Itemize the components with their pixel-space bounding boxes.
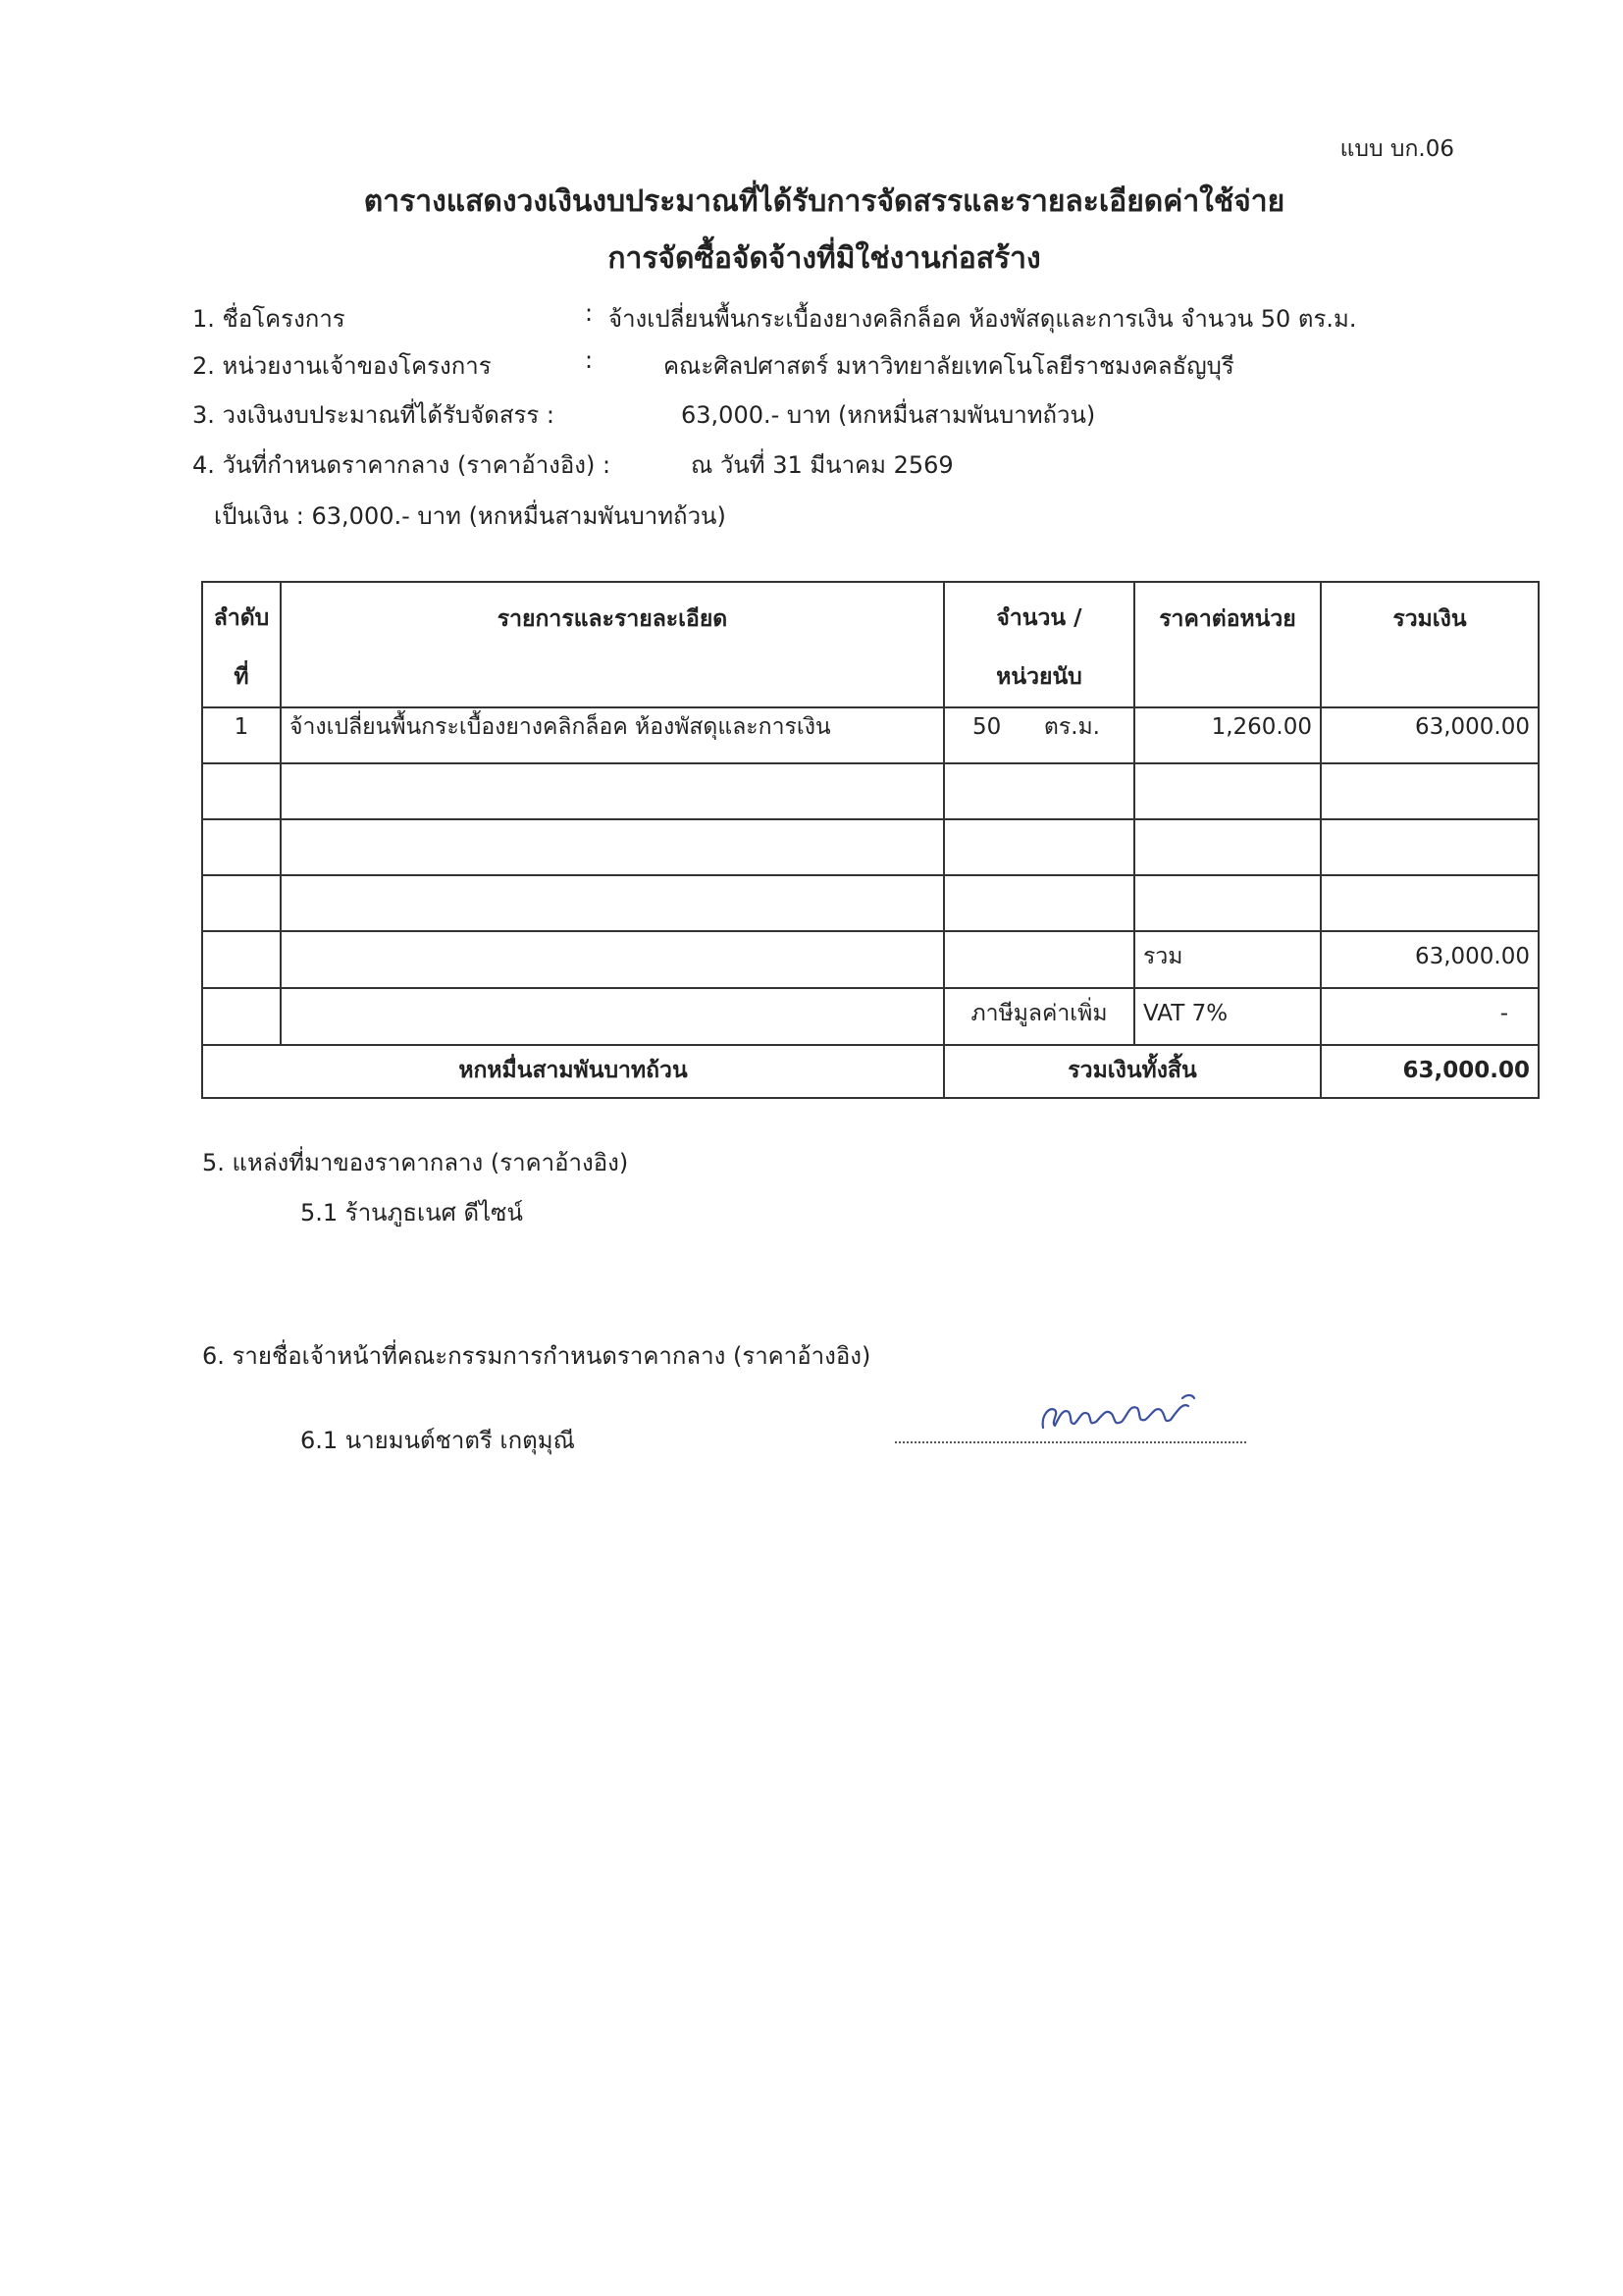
- vat-rate: VAT 7%: [1134, 988, 1321, 1045]
- reference-date-label: 4. วันที่กำหนดราคากลาง (ราคาอ้างอิง) :: [192, 451, 611, 479]
- committee-heading: 6. รายชื่อเจ้าหน้าที่คณะกรรมการกำหนดราคากลาง (ราคาอ้างอิง): [202, 1342, 871, 1370]
- header-no-line2: ที่: [234, 664, 249, 690]
- item-unit: ตร.ม.: [1043, 714, 1100, 740]
- budget-table: [201, 581, 1540, 1099]
- reference-date-value: ณ วันที่ 31 มีนาคม 2569: [691, 451, 954, 479]
- table-row-empty: [202, 763, 1539, 819]
- owner-unit-value: คณะศิลปศาสตร์ มหาวิทยาลัยเทคโนโลยีราชมงคลธัญบุรี: [663, 352, 1234, 380]
- subtotal-row: [202, 931, 1539, 988]
- price-source-item: 5.1 ร้านภูธเนศ ดีไซน์: [300, 1199, 523, 1226]
- document-subtitle: การจัดซื้อจัดจ้างที่มิใช่งานก่อสร้าง: [607, 241, 1041, 276]
- signature-line: [895, 1439, 1246, 1443]
- table-row: [202, 707, 1539, 763]
- budget-value: 63,000.- บาท (หกหมื่นสามพันบาทถ้วน): [681, 401, 1096, 429]
- project-name-value: จ้างเปลี่ยนพื้นกระเบื้องยางคลิกล็อค ห้องพัสดุและการเงิน จำนวน 50 ตร.ม.: [608, 305, 1357, 333]
- item-unit-price: 1,260.00: [1134, 707, 1321, 763]
- header-no-line1: ลำดับ: [213, 605, 270, 631]
- header-no: [202, 582, 281, 707]
- document-title: ตารางแสดงวงเงินงบประมาณที่ได้รับการจัดสรรและรายละเอียดค่าใช้จ่าย: [363, 184, 1285, 219]
- item-total: 63,000.00: [1321, 707, 1539, 763]
- committee-member: 6.1 นายมนต์ชาตรี เกตุมุณี: [300, 1427, 575, 1454]
- header-quantity: [944, 582, 1134, 707]
- amount-line: เป็นเงิน : 63,000.- บาท (หกหมื่นสามพันบาทถ้วน): [214, 502, 726, 530]
- header-total: รวมเงิน: [1321, 582, 1539, 707]
- grand-total-label: รวมเงินทั้งสิ้น: [944, 1045, 1321, 1098]
- vat-row: [202, 988, 1539, 1045]
- item-quantity-cell: [944, 707, 1134, 763]
- owner-unit-label: 2. หน่วยงานเจ้าของโครงการ: [192, 352, 492, 380]
- total-in-words: หกหมื่นสามพันบาทถ้วน: [202, 1045, 944, 1098]
- header-description: รายการและรายละเอียด: [281, 582, 944, 707]
- item-no: 1: [202, 707, 281, 763]
- item-quantity: 50: [972, 714, 1002, 740]
- grand-total-row: [202, 1045, 1539, 1098]
- handwritten-signature: [1035, 1388, 1202, 1437]
- vat-value: -: [1321, 988, 1539, 1045]
- form-code: แบบ บก.06: [1339, 136, 1454, 162]
- table-row-empty: [202, 819, 1539, 875]
- item-description: จ้างเปลี่ยนพื้นกระเบื้องยางคลิกล็อค ห้องพัสดุและการเงิน: [281, 707, 944, 763]
- header-quantity-line1: จำนวน /: [996, 605, 1082, 631]
- budget-label: 3. วงเงินงบประมาณที่ได้รับจัดสรร :: [192, 401, 554, 429]
- table-header-row: [202, 582, 1539, 707]
- header-unit-price: ราคาต่อหน่วย: [1134, 582, 1321, 707]
- subtotal-value: 63,000.00: [1321, 931, 1539, 988]
- project-name-label: 1. ชื่อโครงการ: [192, 305, 345, 333]
- grand-total-value: 63,000.00: [1321, 1045, 1539, 1098]
- price-source-heading: 5. แหล่งที่มาของราคากลาง (ราคาอ้างอิง): [202, 1149, 629, 1176]
- project-name-colon: :: [585, 299, 594, 327]
- header-quantity-line2: หน่วยนับ: [996, 664, 1082, 690]
- owner-unit-colon: :: [585, 346, 594, 374]
- table-row-empty: [202, 875, 1539, 931]
- subtotal-label: รวม: [1134, 931, 1321, 988]
- vat-label: ภาษีมูลค่าเพิ่ม: [944, 988, 1134, 1045]
